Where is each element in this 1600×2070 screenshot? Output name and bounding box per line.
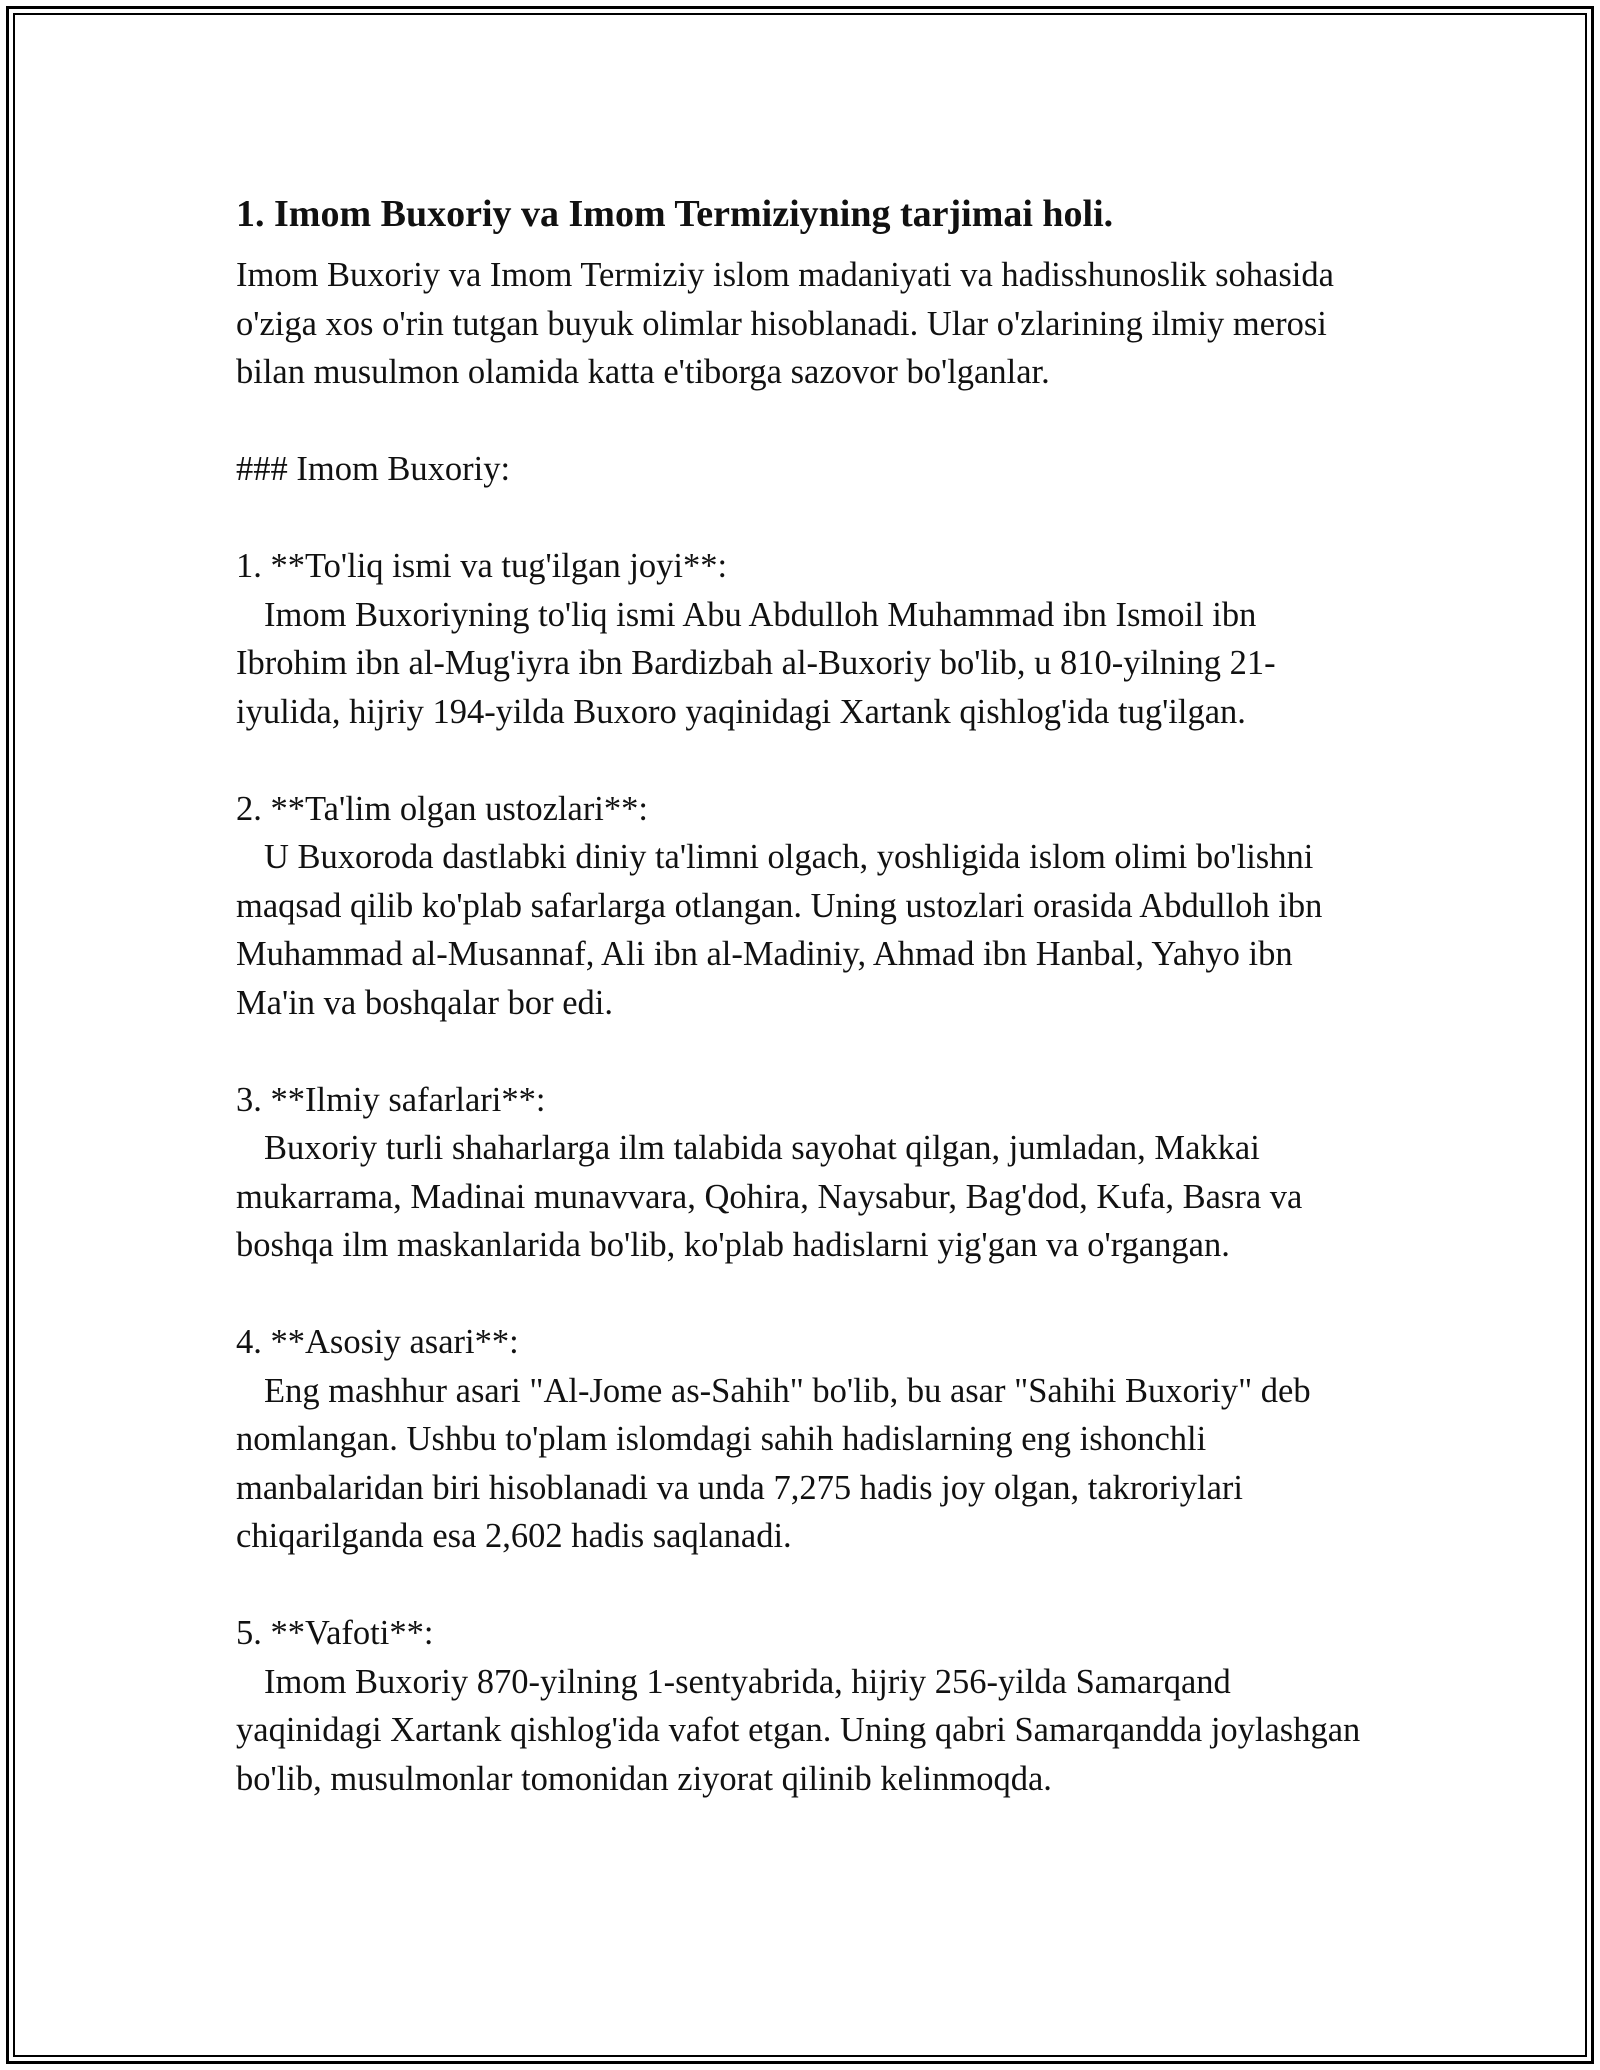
list-item-body: Imom Buxoriyning to'liq ismi Abu Abdulloh Muhammad ibn Ismoil ibn Ibrohim ibn al-Mug'iyra ibn Bardizbah al-Buxoriy bo'lib, u 810-yilning 21-iyulida, hijriy 194-yilda Buxoro yaqinidagi Xartank qishlog'ida tug'ilgan. — [236, 595, 1276, 731]
list-item-heading: 5. **Vafoti**: — [236, 1614, 434, 1652]
document-body — [236, 185, 1376, 1803]
spacer — [236, 494, 1376, 543]
intro-paragraph: Imom Buxoriy va Imom Termiziy islom madaniyati va hadisshunoslik sohasida o'ziga xos o'rin tutgan buyuk olimlar hisoblanadi. Ular o'zlarining ilmiy merosi bilan musulmon olamida katta e'tiborga sazovor bo'lganlar. — [236, 256, 1334, 391]
list-item-heading: 4. **Asosiy asari**: — [236, 1323, 519, 1361]
list-item-heading: 1. **To'liq ismi va tug'ilgan joyi**: — [236, 547, 728, 585]
spacer — [236, 1561, 1376, 1610]
list-item-body: U Buxoroda dastlabki diniy ta'limni olgach, yoshligida islom olimi bo'lishni maqsad qilib ko'plab safarlarga otlangan. Uning ustozlari orasida Abdulloh ibn Muhammad al-Musannaf, Ali ibn al-Madiniy, Ahmad ibn Hanbal, Yahyo ibn Ma'in va boshqalar bor edi. — [236, 838, 1323, 1022]
list-item-heading: 2. **Ta'lim olgan ustozlari**: — [236, 789, 648, 828]
list-item-body: Eng mashhur asari "Al-Jome as-Sahih" bo'lib, bu asar "Sahihi Buxoriy" deb nomlangan. Ushbu to'plam islomdagi sahih hadislarning eng ishonchli manbalaridan biri hisoblanadi va unda 7,275 hadis joy olgan, takroriylari chiqarilganda esa 2,602 hadis saqlanadi. — [236, 1371, 1311, 1555]
document-title: 1. Imom Buxoriy va Imom Termiziyning tarjimai holi. — [236, 193, 1114, 235]
spacer — [236, 736, 1376, 785]
list-item-body: Buxoriy turli shaharlarga ilm talabida sayohat qilgan, jumladan, Makkai mukarrama, Madinai munavvara, Qohira, Naysabur, Bag'dod, Kufa, Basra va boshqa ilm maskanlarida bo'lib, ko'plab hadislarni yig'gan va o'rgangan. — [236, 1129, 1303, 1264]
list-item — [236, 1076, 1376, 1270]
spacer — [236, 1270, 1376, 1319]
list-item — [236, 1609, 1376, 1803]
list-item — [236, 542, 1376, 736]
spacer — [236, 397, 1376, 446]
list-item — [236, 1318, 1376, 1561]
list-item-body: Imom Buxoriy 870-yilning 1-sentyabrida, hijriy 256-yilda Samarqand yaqinidagi Xartank qishlog'ida vafot etgan. Uning qabri Samarqandda joylashgan bo'lib, musulmonlar tomonidan ziyorat qilinib kelinmoqda. — [236, 1662, 1361, 1798]
list-item — [236, 785, 1376, 1028]
list-item-heading: 3. **Ilmiy safarlari**: — [236, 1080, 546, 1119]
spacer — [236, 1027, 1376, 1076]
section-heading: ### Imom Buxoriy: — [236, 450, 511, 488]
